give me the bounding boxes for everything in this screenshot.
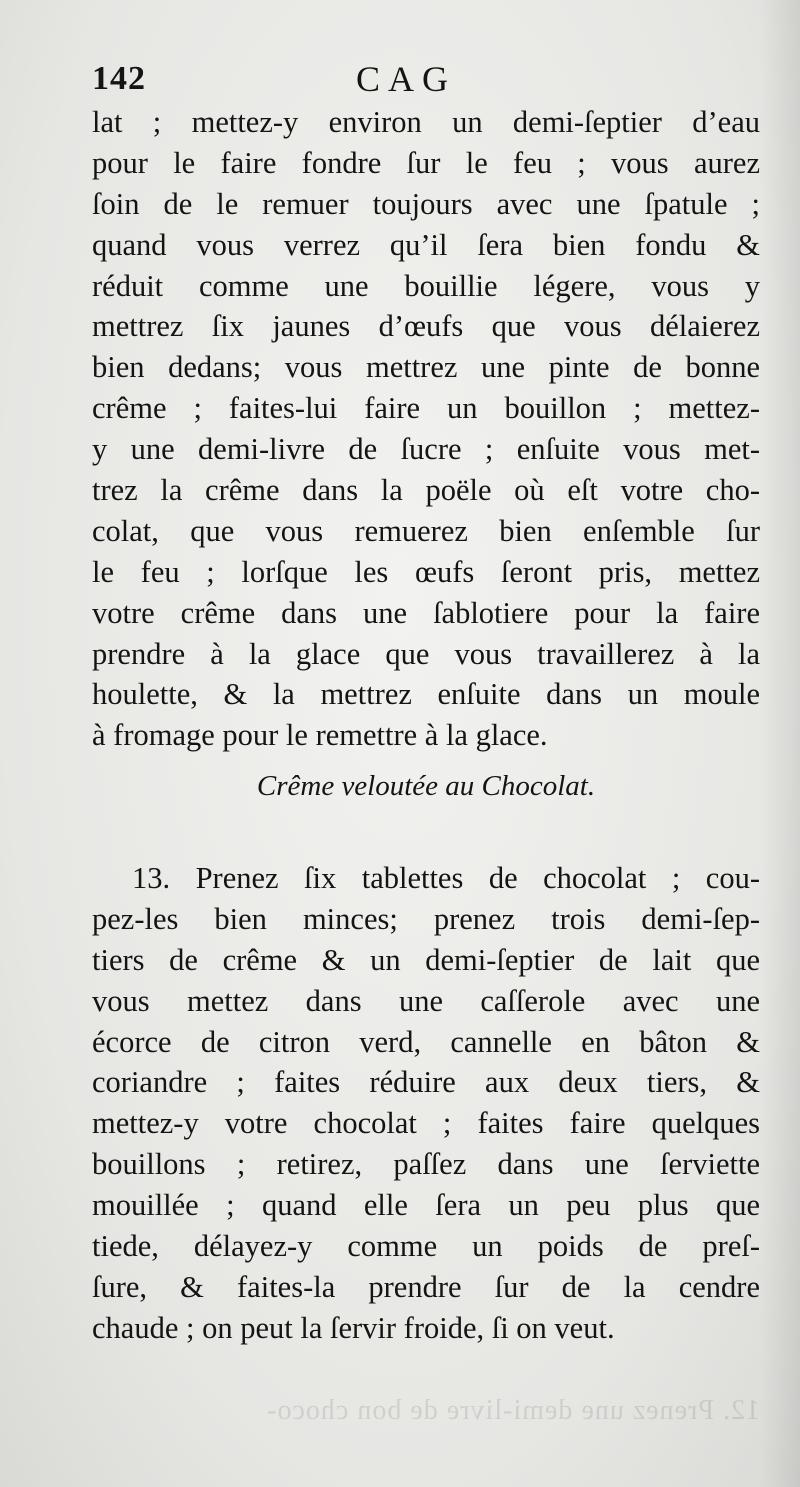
- text-line: pez-les bien minces; prenez trois demi-ſep-: [92, 901, 760, 936]
- page-header: [92, 58, 762, 108]
- text-line: colat, que vous remuerez bien enſemble ſur: [92, 513, 760, 548]
- text-line: coriandre ; faites réduire aux deux tiers, &: [92, 1065, 760, 1100]
- text-line: bien dedans; vous mettrez une pinte de bonne: [92, 350, 760, 385]
- text-line: 13. Prenez ſix tablettes de chocolat ; cou-: [132, 861, 760, 895]
- recipe-title: Crême veloutée au Chocolat.: [256, 770, 596, 802]
- paragraph-continued: [92, 102, 760, 756]
- text-line: vous mettez dans une caſſerole avec une: [92, 983, 760, 1018]
- text-line: mettrez ſix jaunes d’œufs que vous délaierez: [92, 309, 760, 344]
- text-line: mouillée ; quand elle ſera un peu plus que: [92, 1188, 760, 1223]
- text-line: réduit comme une bouillie légere, vous y: [92, 268, 760, 303]
- text-line: lat ; mettez-y environ un demi-ſeptier d’eau: [92, 105, 760, 139]
- text-line: tiede, délayez-y comme un poids de preſ-: [92, 1229, 760, 1264]
- page-edge-shadow: [760, 0, 800, 1487]
- text-line: chaude ; on peut la ſervir froide, ſi on veut.: [92, 1310, 615, 1345]
- text-line: y une demi-livre de ſucre ; enſuite vous met-: [92, 432, 760, 467]
- text-line: pour le faire fondre ſur le feu ; vous aurez: [92, 145, 760, 180]
- text-line: à fromage pour le remettre à la glace.: [92, 718, 548, 753]
- text-line: ſoin de le remuer toujours avec une ſpatule ;: [92, 186, 760, 221]
- paragraph-recipe-13: [92, 858, 760, 1349]
- text-line: le feu ; lorſque les œufs ſeront pris, mettez: [92, 554, 760, 589]
- text-line: mettez-y votre chocolat ; faites faire quelques: [92, 1106, 760, 1141]
- text-line: écorce de citron verd, cannelle en bâton &: [92, 1024, 760, 1059]
- text-line: votre crême dans une ſablotiere pour la faire: [92, 595, 760, 630]
- text-line: crême ; faites-lui faire un bouillon ; mettez-: [92, 391, 760, 426]
- text-line: quand vous verrez qu’il ſera bien fondu &: [92, 227, 760, 262]
- bleed-through-text: 12. Prenez une demi-livre de bon choco-: [266, 1395, 760, 1426]
- text-line: bouillons ; retirez, paſſez dans une ſerviette: [92, 1147, 760, 1182]
- text-line: trez la crême dans la poële où eſt votre cho-: [92, 473, 760, 508]
- text-line: prendre à la glace que vous travaillerez à la: [92, 636, 760, 671]
- running-head: CAG: [356, 59, 457, 99]
- text-line: ſure, & faites-la prendre ſur de la cendre: [92, 1269, 760, 1304]
- page-number: 142: [92, 60, 146, 97]
- text-line: tiers de crême & un demi-ſeptier de lait que: [92, 942, 760, 977]
- text-line: houlette, & la mettrez enſuite dans un moule: [92, 677, 760, 712]
